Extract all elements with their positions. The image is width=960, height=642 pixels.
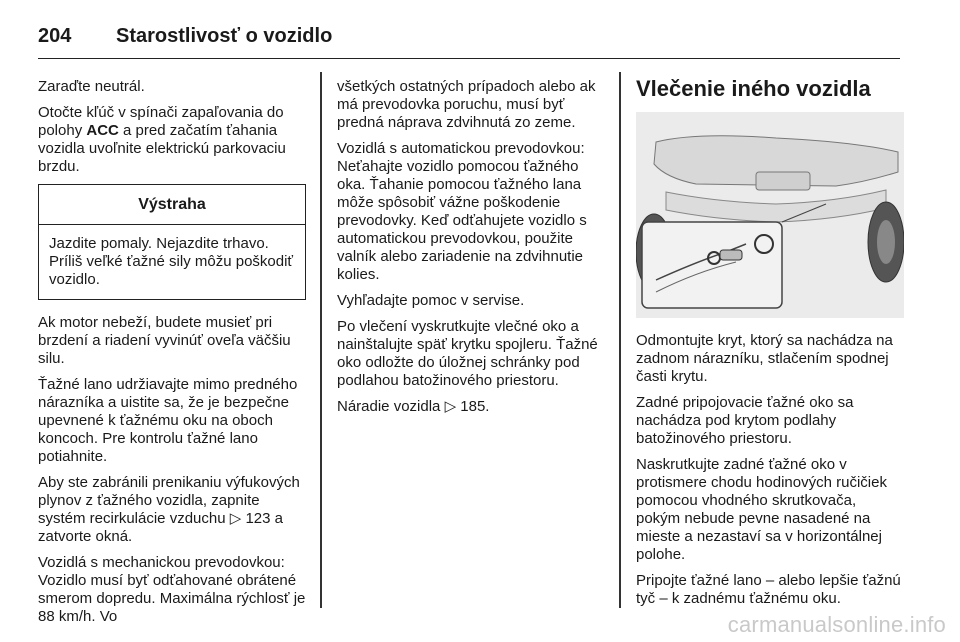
paragraph-engine: Ak motor nebeží, budete musieť pri brzdení a riadení vyvinúť oveľa väčšiu silu. (38, 314, 291, 367)
column-divider-2 (619, 72, 621, 608)
acc-label: ACC (86, 122, 119, 139)
paragraph-screw-eye: Naskrutkujte zadné ťažné oko v protismere chodu hodinových ručičiek pomocou vhodného skrutkovača, pokým nebude pevne nasadené na mieste a nezastaví sa v horizontálnej polohe. (636, 456, 887, 563)
warning-body: Jazdite pomaly. Nejazdite trhavo. Príliš veľké ťažné sily môžu poškodiť vozidlo. (49, 235, 294, 288)
warning-title: Výstraha (39, 185, 305, 225)
page-header (38, 14, 900, 59)
text: a pred začatím ťahania vozidla uvoľnite elektrickú parkovaciu brzdu. (38, 122, 286, 175)
page-title: Starostlivosť o vozidlo (116, 24, 333, 47)
page-number: 204 (38, 24, 72, 47)
section-title: Vlečenie iného vozidla (636, 76, 871, 101)
column-2 (337, 78, 605, 424)
paragraph-remove-cover: Odmontujte kryt, ktorý sa nachádza na zadnom nárazníku, stlačením spodnej časti krytu. (636, 332, 893, 385)
paragraph-rear-eye-location: Zadné pripojovacie ťažné oko sa nachádza pod krytom podlahy batožinového priestoru. (636, 394, 854, 447)
car-rear-illustration (636, 112, 904, 318)
paragraph-connect-rope: Pripojte ťažné lano – alebo lepšie ťažnú tyč – k zadnému ťažnému oku. (636, 572, 901, 607)
column-1 (38, 78, 306, 634)
page-ref-icon: ▷ (229, 510, 242, 527)
text: Aby ste zabránili prenikaniu výfukových plynov z ťažného vozidla, zapnite systém recirkulácie vzduchu (38, 474, 300, 527)
paragraph-neutral: Zaraďte neutrál. (38, 78, 145, 95)
text: Otočte kľúč v spínači zapaľovania do polohy (38, 104, 284, 139)
paragraph-tools (337, 398, 605, 416)
paragraph-after-towing: Po vlečení vyskrutkujte vlečné oko a nainštalujte späť krytku spojleru. Ťažné oko odložte do úložnej schránky pod podlahou batožinového priestoru. (337, 318, 598, 389)
paragraph-exhaust (38, 474, 306, 546)
paragraph-manual-transmission: Vozidlá s mechanickou prevodovkou: Vozidlo musí byť odťahované obrátené smerom dopredu. Maximálna rýchlosť je 88 km/h. Vo (38, 554, 306, 625)
column-3 (636, 76, 904, 616)
paragraph-automatic-transmission: Vozidlá s automatickou prevodovkou: Neťahajte vozidlo pomocou ťažného oka. Ťahanie pomocou ťažného lana môže spôsobiť vážne poškodenie prevodovky. Keď odťahujete vozidlo s automatickou prevodovkou, použite valník alebo zariadenie na zdvihnutie kolies. (337, 140, 587, 283)
column-divider-1 (320, 72, 322, 608)
text: Náradie vozidla (337, 398, 445, 415)
watermark: carmanualsonline.info (727, 612, 946, 637)
text: a zatvorte okná. (38, 510, 283, 545)
paragraph-other-cases: všetkých ostatných prípadoch alebo ak má prevodovka poruchu, musí byť predná náprava zdvihnutá zo zeme. (337, 78, 596, 131)
page-ref-link[interactable]: 123 (245, 510, 271, 527)
paragraph-service: Vyhľadajte pomoc v servise. (337, 292, 525, 309)
page-ref-link[interactable]: 185. (460, 398, 490, 415)
paragraph-ignition (38, 104, 306, 176)
page-ref-icon: ▷ (444, 398, 457, 415)
warning-box (38, 184, 306, 300)
towing-eye-illustration (636, 112, 904, 318)
paragraph-rope: Ťažné lano udržiavajte mimo predného nárazníka a uistite sa, že je bezpečne upevnené k ťažnému oku na oboch koncoch. Pre kontrolu ťažné lano potiahnite. (38, 376, 298, 465)
